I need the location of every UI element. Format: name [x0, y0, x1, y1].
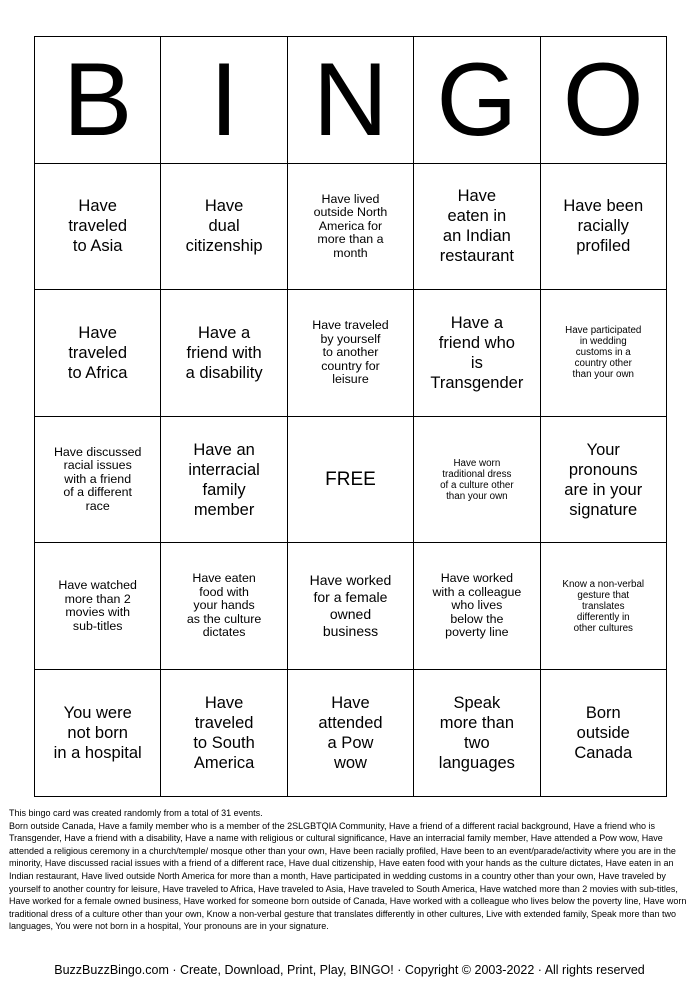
square-text-line: Born — [585, 703, 621, 722]
bingo-square — [414, 670, 540, 797]
square-text-line: than your own — [446, 490, 508, 502]
square-text-line: Your — [586, 440, 620, 459]
bingo-square — [35, 290, 161, 417]
square-text — [430, 313, 523, 393]
square-text-line: owned — [329, 606, 372, 623]
square-text — [440, 458, 514, 502]
square-text-line: are in your — [564, 480, 643, 499]
square-text — [187, 572, 261, 640]
square-text-line: poverty line — [445, 625, 509, 640]
square-text-line: Transgender — [430, 373, 524, 392]
bingo-square — [288, 670, 414, 797]
square-text-line: restaurant — [439, 247, 515, 266]
square-text — [439, 693, 515, 773]
square-text — [574, 703, 632, 763]
bingo-square — [35, 543, 161, 670]
square-text-line: citizenship — [185, 237, 263, 256]
square-text-line: sub-titles — [72, 618, 123, 633]
square-text-line: eaten in — [447, 207, 507, 226]
bingo-square — [414, 543, 540, 670]
square-text-line: Have a — [450, 313, 503, 332]
square-text — [310, 572, 392, 640]
square-text-line: race — [85, 498, 110, 513]
bingo-square — [541, 164, 667, 291]
square-text-line: not born — [67, 723, 128, 742]
bingo-square — [541, 543, 667, 670]
square-text-line: food with — [199, 584, 249, 599]
square-text-line: as the culture — [186, 611, 262, 626]
bingo-square — [541, 290, 667, 417]
square-text-line: Have discussed — [53, 444, 142, 459]
square-text-line: Have — [78, 323, 117, 342]
square-text-line: of a culture other — [440, 479, 514, 491]
square-text-line: your hands — [193, 598, 255, 613]
square-text-line: Speak — [453, 693, 501, 712]
square-text — [54, 703, 142, 763]
square-text — [58, 579, 137, 633]
square-text-line: racially — [577, 217, 629, 236]
bingo-square — [288, 543, 414, 670]
square-text-line: differently in — [576, 611, 630, 623]
square-text-line: Have participated — [565, 325, 642, 337]
square-text-line: friend with — [186, 343, 262, 362]
bingo-square — [288, 290, 414, 417]
square-text-line: America for — [318, 218, 383, 233]
square-text-line: to Africa — [67, 363, 128, 382]
bingo-square — [414, 417, 540, 544]
square-text-line: in wedding — [579, 336, 627, 348]
square-text-line: business — [322, 623, 379, 640]
square-text — [193, 693, 254, 773]
square-text-line: Have — [457, 187, 497, 206]
bingo-square — [161, 543, 287, 670]
square-text — [188, 440, 260, 520]
square-text — [314, 193, 388, 261]
square-text-line: attended — [318, 713, 383, 732]
square-text-line: to Asia — [72, 237, 123, 256]
square-text-line: Have worn — [453, 457, 501, 469]
header-letter: G — [436, 41, 518, 158]
square-text-line: other cultures — [573, 622, 633, 634]
header-letter-cell — [288, 37, 414, 164]
square-text-line: Know a non-verbal — [562, 578, 645, 590]
square-text — [318, 693, 382, 773]
square-text-line: Have watched — [58, 578, 137, 593]
square-text-line: month — [333, 245, 368, 260]
square-text-line: Have a — [197, 323, 251, 342]
square-text-line: than your own — [572, 369, 635, 381]
bingo-square — [161, 670, 287, 797]
square-text-line: wow — [333, 753, 367, 772]
square-text-line: Have — [204, 693, 244, 712]
bingo-square — [414, 164, 540, 291]
square-text-line: Have — [204, 197, 244, 216]
square-text-line: of a different — [63, 485, 133, 500]
bingo-square — [161, 417, 287, 544]
square-text-line: traditional dress — [442, 468, 512, 480]
square-text — [562, 579, 644, 634]
square-text-line: gesture that — [577, 589, 630, 601]
square-text — [312, 319, 388, 387]
square-text-line: friend who — [438, 333, 515, 352]
square-text-line: traveled — [68, 217, 128, 236]
square-text-line: translates — [582, 600, 625, 612]
footer: BuzzBuzzBingo.com · Create, Download, Print, Play, BINGO! · Copyright © 2003-2022 · All rights reserved — [54, 963, 645, 977]
square-text — [54, 446, 141, 514]
square-text-line: outside — [576, 723, 630, 742]
square-text-line: Have an — [193, 440, 255, 459]
square-text-line: dictates — [202, 625, 246, 640]
square-text-line: Canada — [574, 743, 633, 762]
bingo-square — [35, 670, 161, 797]
bingo-square — [541, 417, 667, 544]
header-letter-cell — [161, 37, 287, 164]
square-text — [564, 440, 642, 520]
header-letter: O — [562, 41, 644, 158]
square-text-line: with a colleague — [432, 584, 522, 599]
square-text-line: pronouns — [568, 460, 638, 479]
square-text-line: outside North — [313, 205, 388, 220]
bingo-square — [35, 164, 161, 291]
header-letter: B — [63, 41, 133, 158]
square-text-line: FREE — [325, 468, 376, 490]
header-letter: N — [312, 41, 389, 158]
square-text — [68, 323, 128, 383]
square-text-line: Have worked — [309, 572, 392, 589]
square-text-line: with a friend — [64, 471, 132, 486]
square-text-line: country for — [321, 358, 380, 373]
square-text-line: dual — [208, 217, 240, 236]
bingo-square — [288, 164, 414, 291]
square-text — [432, 572, 521, 640]
square-text — [440, 186, 514, 266]
square-text-line: Have eaten — [192, 571, 256, 586]
square-text-line: signature — [569, 500, 638, 519]
square-text-line: more than — [439, 713, 514, 732]
bingo-square — [414, 290, 540, 417]
square-text-line: for a female — [313, 589, 388, 606]
square-text-line: traveled — [194, 713, 254, 732]
square-text-line: America — [193, 753, 255, 772]
square-text-line: Have traveled — [312, 318, 389, 333]
square-text — [186, 323, 263, 383]
square-text-line: languages — [438, 753, 515, 772]
header-letter-cell — [541, 37, 667, 164]
square-text-line: more than a — [317, 232, 384, 247]
bingo-square — [541, 670, 667, 797]
header-letter: I — [209, 41, 239, 158]
square-text-line: a Pow — [327, 733, 374, 752]
free-space-cell — [288, 417, 414, 544]
header-letter-cell — [35, 37, 161, 164]
square-text-line: a disability — [185, 363, 263, 382]
note-intro: This bingo card was created randomly from a total of 31 events. — [9, 808, 263, 818]
square-text-line: to another — [322, 345, 379, 360]
square-text-line: member — [193, 500, 255, 519]
square-text-line: Have been — [563, 197, 644, 216]
square-text-line: racial issues — [63, 458, 132, 473]
square-text — [68, 196, 127, 256]
square-text-line: family — [202, 480, 246, 499]
square-text-line: in a hospital — [53, 743, 142, 762]
square-text-line: an Indian — [442, 227, 511, 246]
square-text-line: Have lived — [321, 191, 380, 206]
square-text-line: Have — [78, 197, 117, 216]
square-text-line: below the — [450, 611, 504, 626]
square-text-line: more than 2 — [64, 591, 131, 606]
square-text — [325, 469, 376, 491]
event-list-note — [9, 807, 691, 933]
square-text-line: You were — [63, 703, 132, 722]
square-text-line: profiled — [576, 237, 631, 256]
square-text-line: interracial — [188, 460, 260, 479]
square-text-line: leisure — [332, 372, 369, 387]
square-text-line: traveled — [68, 343, 128, 362]
square-text-line: Have — [331, 693, 370, 712]
square-text-line: is — [470, 353, 483, 372]
square-text — [186, 196, 263, 256]
bingo-card — [34, 36, 667, 797]
square-text-line: Have worked — [440, 571, 514, 586]
square-text-line: to South — [193, 733, 255, 752]
note-events: Born outside Canada, Have a family member who is a member of the 2SLGBTQIA Community, Have a friend of a different racial background, Have a friend who is Transgender, Have a friend with a disability, Have a name with religious or cultural significance, Have an interracial family member, Have attended a Pow wow, Have attended a religious ceremony in a church/temple/ mosque other than your own, Have been racially profiled, Have been to an event/parade/activity where you are in the minority, Have discussed racial issues with a friend of a different race, Have dual citizenship, Have eaten food with your hands as the culture dictates, Have eaten in an Indian restaurant, Have lived outside North America for more than a month, Have participated in wedding customs in a country other than your own, Have traveled by yourself to another country for leisure, Have traveled to Africa, Have traveled to Asia, Have traveled to South America, Have watched more than 2 movies with sub-titles, Have worked for a female owned business, Have worked for someone born outside of Canada, Have worked with a colleague who lives below the poverty line, Have worn traditional dress of a culture other than your own, Know a non-verbal gesture that translates differently in other cultures, Live with extended family, Speak more than two languages, You were not born in a hospital, Your pronouns are in your signature. — [9, 820, 687, 932]
square-text-line: by yourself — [320, 331, 381, 346]
square-text-line: country other — [574, 358, 632, 370]
square-text-line: who lives — [451, 598, 503, 613]
square-text-line: movies with — [65, 605, 131, 620]
square-text — [565, 325, 641, 380]
square-text-line: customs in a — [575, 347, 631, 359]
header-letter-cell — [414, 37, 540, 164]
bingo-square — [35, 417, 161, 544]
bingo-square — [161, 164, 287, 291]
square-text-line: two — [464, 733, 490, 752]
square-text — [563, 196, 643, 256]
bingo-square — [161, 290, 287, 417]
